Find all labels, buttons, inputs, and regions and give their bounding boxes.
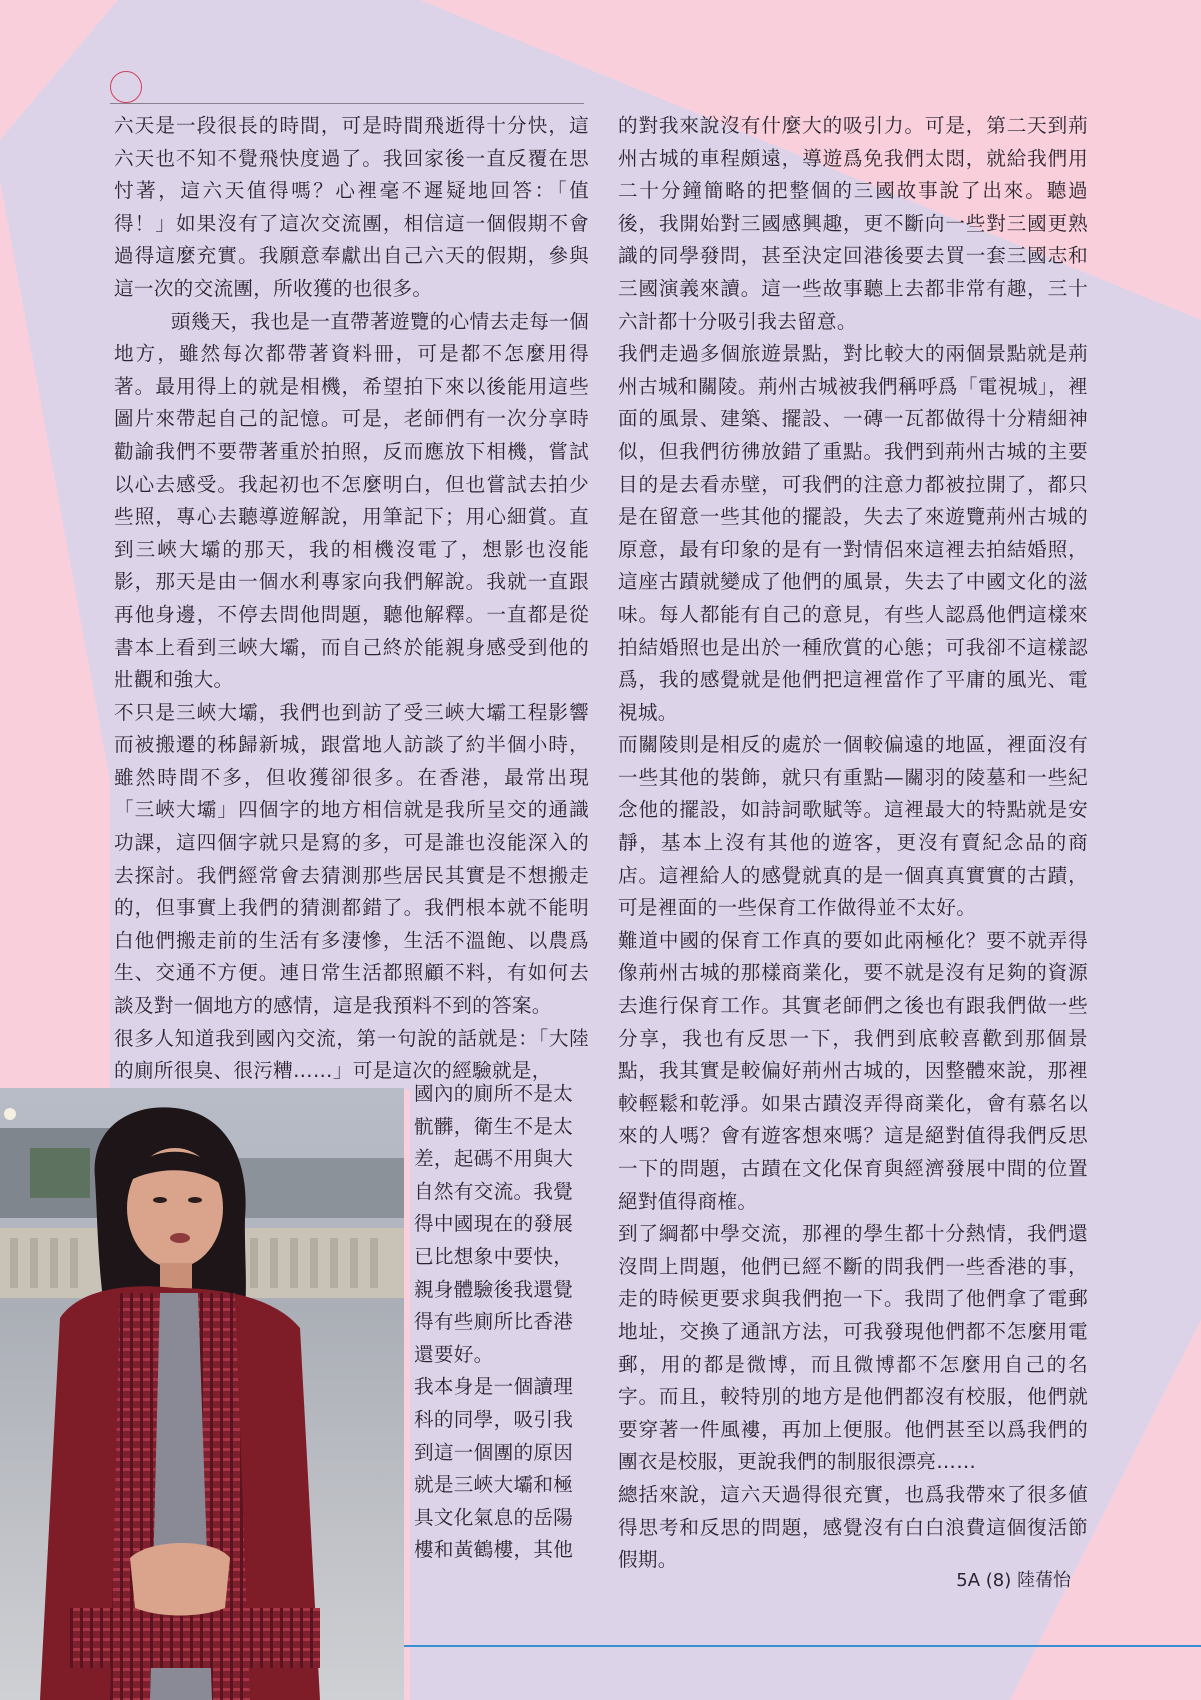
article-right-column (618, 110, 1088, 1577)
footer-divider (404, 1645, 1201, 1647)
student-photo (0, 1088, 404, 1700)
student-photo-illustration (0, 1088, 404, 1700)
header-circle-ornament (110, 71, 142, 103)
paragraph: 的對我來說沒有什麼大的吸引力。可是，第二天到荊州古城的車程頗遠，導遊爲免我們太悶，就給我們用二十分鐘簡略的把整個的三國故事說了出來。聽過後，我開始對三國感興趣，更不斷向一些對三國更熟識的同學發問，甚至決定回港後要去買一套三國志和三國演義來讀。這一些故事聽上去都非常有趣，三十六計都十分吸引我去留意。 (618, 114, 1088, 333)
paragraph: 六天是一段很長的時間，可是時間飛逝得十分快，這六天也不知不覺飛快度過了。我回家後一直反覆在思忖著，這六天值得嗎？心裡毫不遲疑地回答：「值得！」如果沒有了這次交流團，相信這一個假期不會過得這麼充實。我願意奉獻出自己六天的假期，參與這一次的交流團，所收獲的也很多。 (114, 114, 589, 300)
paragraph: 國內的廁所不是太骯髒，衛生不是太差，起碼不用與大自然有交流。我覺得中國現在的發展已比想象中要快，親身體驗後我還覺得有些廁所比香港還要好。 (414, 1082, 574, 1366)
article-left-column (114, 110, 589, 1088)
paragraph: 我們走過多個旅遊景點，對比較大的兩個景點就是荊州古城和關陵。荊州古城被我們稱呼爲「電視城」，裡面的風景、建築、擺設、一磚一瓦都做得十分精細神似，但我們彷彿放錯了重點。我們到荊州古城的主要目的是去看赤壁，可我們的注意力都被拉開了，都只是在留意一些其他的擺設，失去了來遊覽荊州古城的原意，最有印象的是有一對情侶來這裡去拍結婚照，這座古蹟就變成了他們的風景，失去了中國文化的滋味。每人都能有自己的意見，有些人認爲他們這樣來拍結婚照也是出於一種欣賞的心態；可我卻不這樣認爲，我的感覺就是他們把這裡當作了平庸的風光、電視城。 (618, 342, 1088, 724)
paragraph: 很多人知道我到國內交流，第一句說的話就是：「大陸的廁所很臭、很污糟……」可是這次的經驗就是， (114, 1026, 589, 1083)
paragraph: 難道中國的保育工作真的要如此兩極化？要不就弄得像荊州古城的那樣商業化，要不就是沒有足夠的資源去進行保育工作。其實老師們之後也有跟我們做一些分享，我也有反思一下，我們到底較喜歡到那個景點，我其實是較偏好荊州古城的，因整體來說，那裡較輕鬆和乾淨。如果古蹟沒弄得商業化，會有慕名以來的人嗎？會有遊客想來嗎？這是絕對值得我們反思一下的問題，古蹟在文化保育與經濟發展中間的位置絕對值得商榷。 (618, 928, 1088, 1213)
paragraph: 我本身是一個讀理科的同學，吸引我到這一個團的原因就是三峽大壩和極具文化氣息的岳陽樓和黃鶴樓，其他 (414, 1375, 574, 1562)
author-signature: 5A (8) 陸蒨怡 (956, 1570, 1071, 1591)
paragraph: 不只是三峽大壩，我們也到訪了受三峽大壩工程影響而被搬遷的秭歸新城，跟當地人訪談了約半個小時，雖然時間不多，但收獲卻很多。在香港，最常出現「三峽大壩」四個字的地方相信就是我所呈交的通識功課，這四個字就只是寫的多，可是誰也沒能深入的去探討。我們經常會去猜測那些居民其實是不想搬走的，但事實上我們的猜測都錯了。我們根本就不能明白他們搬走前的生活有多淒慘，生活不溫飽、以農爲生、交通不方便。連日常生活都照顧不料，有如何去談及對一個地方的感情，這是我預料不到的答案。 (114, 700, 589, 1018)
paragraph: 到了綱都中學交流，那裡的學生都十分熱情，我們還沒問上問題，他們已經不斷的問我們一些香港的事，走的時候更要求與我們抱一下。我問了他們拿了電郵地址，交換了通訊方法，可我發現他們都不怎麼用電郵，用的都是微博，而且微博都不怎麼用自己的名字。而且，較特別的地方是他們都沒有校服，他們就要穿著一件風褸，再加上便服。他們甚至以爲我們的團衣是校服，更說我們的制服很漂亮…… (618, 1222, 1088, 1474)
article-wrap-column (414, 1078, 584, 1567)
header-divider (110, 103, 584, 104)
paragraph: 而關陵則是相反的處於一個較偏遠的地區，裡面沒有一些其他的裝飾，就只有重點—關羽的陵墓和一些紀念他的擺設，如詩詞歌賦等。這裡最大的特點就是安靜，基本上沒有其他的遊客，更沒有賣紀念品的商店。這裡給人的感覺就真的是一個真真實實的古蹟，可是裡面的一些保育工作做得並不太好。 (618, 733, 1088, 920)
paragraph: 總括來說，這六天過得很充實，也爲我帶來了很多値得思考和反思的問題，感覺沒有白白浪費這個復活節假期。 (618, 1482, 1088, 1572)
paragraph: 頭幾天，我也是一直帶著遊覽的心情去走每一個地方，雖然每次都帶著資料冊，可是都不怎麼用得著。最用得上的就是相機，希望拍下來以後能用這些圖片來帶起自己的記憶。可是，老師們有一次分享時勸諭我們不要帶著重於拍照，反而應放下相機，嘗試以心去感受。我起初也不怎麼明白，但也嘗試去拍少些照，專心去聽導遊解說，用筆記下；用心細賞。直到三峽大壩的那天，我的相機沒電了，想影也沒能影，那天是由一個水利專家向我們解說。我就一直跟再他身邊，不停去問他問題，聽他解釋。一直都是從書本上看到三峽大壩，而自己終於能親身感受到他的壯觀和強大。 (114, 309, 589, 692)
